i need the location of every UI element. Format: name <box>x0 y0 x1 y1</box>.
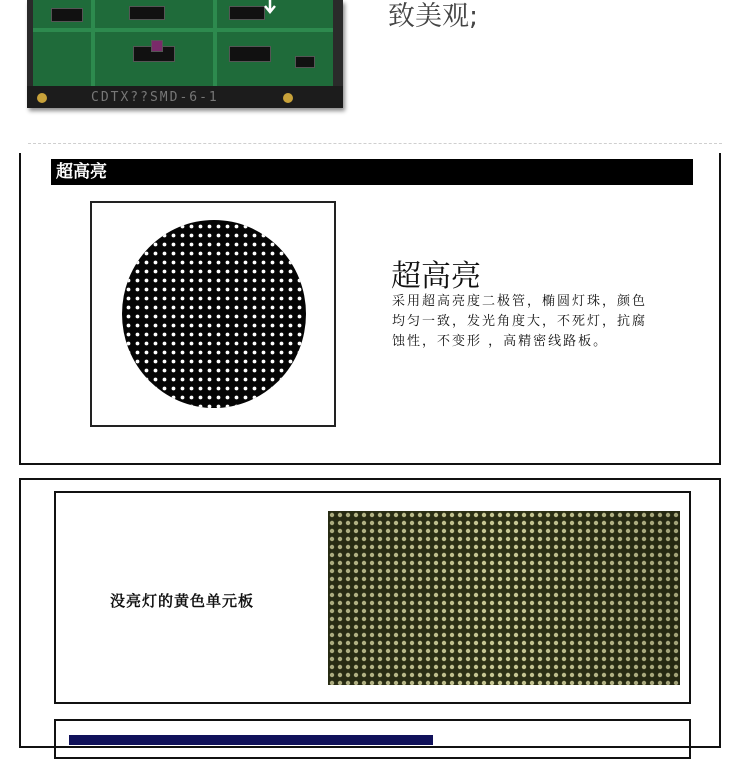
section-header-bar <box>51 159 693 185</box>
led-closeup-image <box>122 220 306 408</box>
led-module-board-photo <box>27 0 343 108</box>
board-marking: CDTX??SMD-6-1 <box>91 90 219 105</box>
bright-description: 采用超高亮度二极管，椭圆灯珠，颜色均匀一致，发光角度大，不死灯，抗腐蚀性，不变形 ，高精密线路板。 <box>392 294 648 349</box>
bright-heading: 超高亮 <box>391 259 481 294</box>
blue-panel-strip <box>69 735 433 745</box>
dashed-divider <box>28 143 722 144</box>
section-header-title: 超高亮 <box>56 162 107 182</box>
yellow-unit-panel-image <box>328 511 680 685</box>
arrow-down-icon <box>259 0 281 16</box>
pcb-board <box>33 0 333 86</box>
top-caption: 致美观; <box>388 1 479 32</box>
unlit-panel-label: 没亮灯的黄色单元板 <box>110 592 255 610</box>
